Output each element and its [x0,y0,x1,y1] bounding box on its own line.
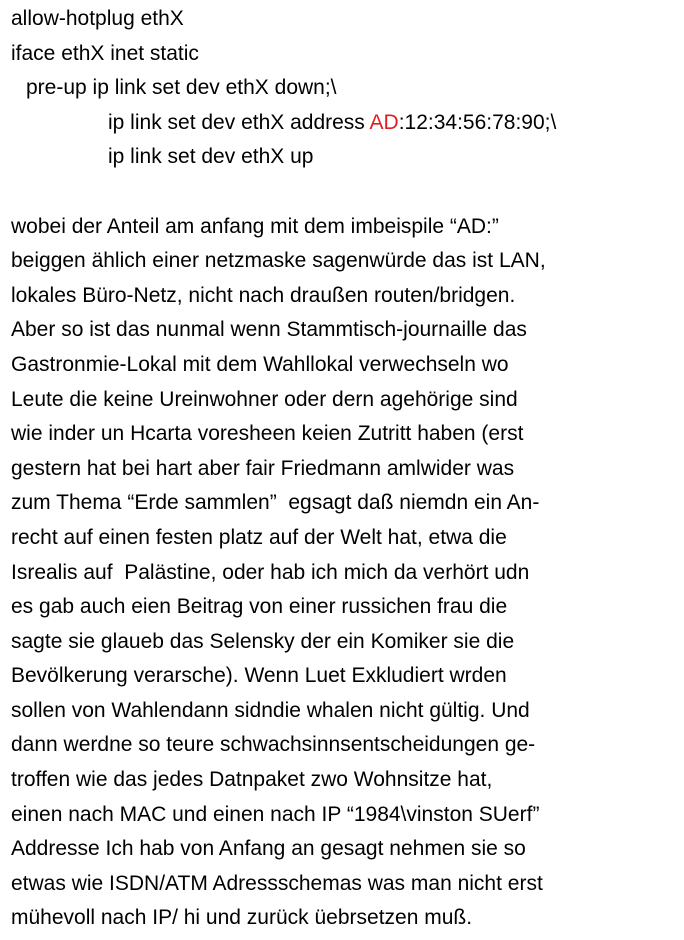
paragraph-line: wie inder un Hcarta voresheen keien Zutritt haben (erst [11,422,524,446]
paragraph-line: troffen wie das jedes Datnpaket zwo Wohnsitze hat, [11,768,493,792]
paragraph-line: recht auf einen festen platz auf der Welt hat, etwa die [11,525,507,549]
paragraph-line: sollen von Wahlendann sidndie whalen nicht gültig. Und [11,698,530,722]
paragraph-line: dann werdne so teure schwachsinnsentscheidungen ge- [11,733,536,757]
paragraph-line: beiggen ählich einer netzmaske sagenwürde das ist LAN, [11,249,546,273]
paragraph-line: mühevoll nach IP/ hi und zurück üebrsetzen muß. [11,906,473,930]
config-line-4 [11,106,684,141]
config-line-4-highlight: AD [369,110,399,134]
config-line-1: allow-hotplug ethX [11,7,184,30]
paragraph-line: lokales Büro-Netz, nicht nach draußen routen/bridgen. [11,283,516,307]
config-line-4-after: :12:34:56:78:90;\ [398,110,557,134]
paragraph-line: Leute die keine Ureinwohner oder dern agehörige sind [11,387,518,411]
paragraph-line: etwas wie ISDN/ATM Adressschemas was man nicht erst [11,871,543,895]
body-paragraph [11,210,684,936]
paragraph-line: sagte sie glaueb das Selensky der ein Komiker sie die [11,629,515,653]
config-line-4-before: ip link set dev ethX address [108,110,370,134]
paragraph-line: Isrealis auf Palästine, oder hab ich mich da verhört udn [11,560,530,584]
paragraph-line: zum Thema “Erde sammlen” egsagt daß niemdn ein An- [11,491,540,515]
config-block [11,2,684,175]
paragraph-line: Bevölkerung verarsche). Wenn Luet Exkludiert wrden [11,664,507,688]
paragraph-line: Gastronmie-Lokal mit dem Wahllokal verwechseln wo [11,352,509,376]
config-line-2: iface ethX inet static [11,41,199,65]
blank-line [11,175,684,210]
paragraph-line: Aber so ist das nunmal wenn Stammtisch-journaille das [11,318,527,342]
paragraph-line: gestern hat bei hart aber fair Friedmann amlwider was [11,456,515,480]
paragraph-line: einen nach MAC und einen nach IP “1984\vinston SUerf” [11,802,540,826]
paragraph-line: Addresse Ich hab von Anfang an gesagt nehmen sie so [11,837,526,861]
paragraph-line: es gab auch eien Beitrag von einer russichen frau die [11,595,508,619]
config-line-3: pre-up ip link set dev ethX down;\ [26,76,337,100]
config-line-5: ip link set dev ethX up [108,145,314,169]
paragraph-line: wobei der Anteil am anfang mit dem imbeispile “AD:” [11,214,499,238]
